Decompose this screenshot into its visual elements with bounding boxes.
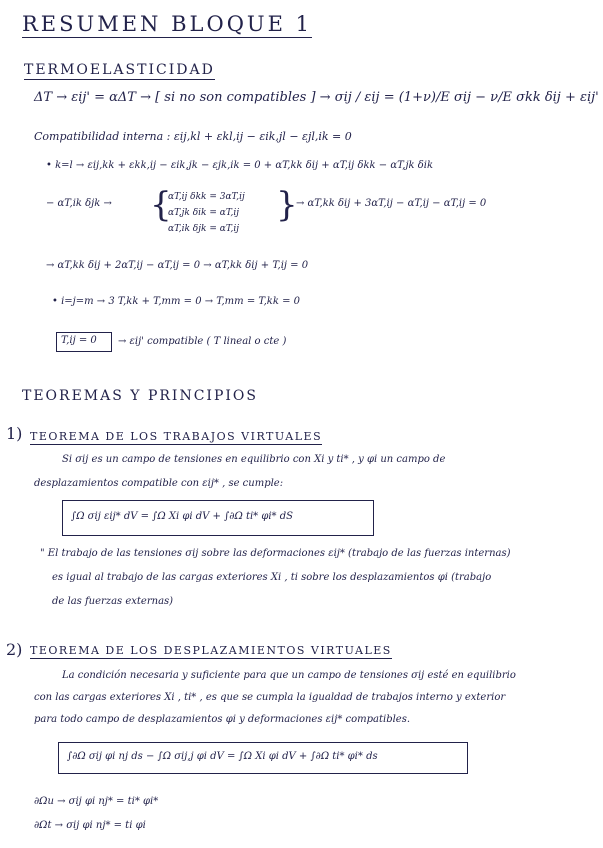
brace-line-3: αT,ik δjk = αT,ij	[168, 224, 240, 234]
k-equals-l-line: • k=l → εij,kk + εkk,ij − εik,jk − εjk,ik = 0 + αT,kk δij + αT,ij δkk − αT,jk δik	[46, 160, 434, 171]
theorem-2-text-2: con las cargas exteriores Xi , ti* , es que se cumpla la igualdad de trabajos interno y exterior	[34, 692, 506, 703]
derivation-row-5: → αT,kk δij + 2αT,ij − αT,ij = 0 → αT,kk δij + T,ij = 0	[46, 260, 309, 271]
theorem-1-equation: ∫Ω σij εij* dV = ∫Ω Xi φi dV + ∫∂Ω ti* φi* dS	[71, 511, 293, 522]
theorem-2-heading: TEOREMA DE LOS DESPLAZAMIENTOS VIRTUALES	[30, 644, 392, 657]
theorem-1-text-2: desplazamientos compatible con εij* , se cumple:	[34, 478, 284, 489]
theorem-1-heading: TEOREMA DE LOS TRABAJOS VIRTUALES	[30, 430, 323, 443]
boxed-result	[56, 332, 112, 352]
compatibility-equation: Compatibilidad interna : εij,kl + εkl,ij − εik,jl − εjl,ik = 0	[34, 130, 352, 143]
derivation-row-start: − αT,ik δjk →	[46, 198, 112, 209]
thermal-strain-equation: ΔT → εij' = αΔT → [ si no son compatibles ] → σij / εij = (1+ν)/E σij − ν/E σkk δij + εij'	[34, 90, 599, 105]
theorem-2-equation-box	[58, 742, 468, 774]
theorem-1-text-1: Si σij es un campo de tensiones en equilibrio con Xi y ti* , y φi un campo de	[62, 454, 446, 465]
boundary-condition-u: ∂Ωu → σij φi nj* = ti* φi*	[34, 796, 159, 807]
theorem-1-quote-2: es igual al trabajo de las cargas exteriores Xi , ti sobre los desplazamientos φi (trabajo	[52, 572, 492, 583]
boxed-result-text: T,ij = 0	[61, 335, 97, 346]
section-heading-termoelasticidad: TERMOELASTICIDAD	[24, 62, 215, 78]
section-heading-teoremas: TEOREMAS Y PRINCIPIOS	[22, 388, 258, 404]
theorem-2-number: 2)	[6, 640, 23, 659]
theorem-1-number: 1)	[6, 424, 23, 443]
derivation-row-6: • i=j=m → 3 T,kk + T,mm = 0 → T,mm = T,kk = 0	[52, 296, 300, 307]
right-brace: }	[276, 185, 298, 225]
theorem-2-text-3: para todo campo de desplazamientos φi y deformaciones εij* compatibles.	[34, 714, 411, 725]
left-brace: {	[150, 185, 172, 225]
theorem-1-quote-3: de las fuerzas externas)	[52, 596, 174, 607]
theorem-2-text-1: La condición necesaria y suficiente para que un campo de tensiones σij esté en equilibrio	[62, 670, 516, 681]
theorem-1-equation-box	[62, 500, 374, 536]
boundary-condition-t: ∂Ωt → σij φi nj* = ti φi	[34, 820, 146, 831]
derivation-row-result: → αT,kk δij + 3αT,ij − αT,ij − αT,ij = 0	[296, 198, 487, 209]
brace-line-2: αT,jk δik = αT,ij	[168, 208, 240, 218]
theorem-1-quote-1: " El trabajo de las tensiones σij sobre las deformaciones εij* (trabajo de las fuerzas internas)	[40, 548, 511, 559]
page-title: RESUMEN BLOQUE 1	[22, 12, 312, 36]
compatible-conclusion: → εij' compatible ( T lineal o cte )	[118, 336, 287, 347]
brace-line-1: αT,ij δkk = 3αT,ij	[168, 192, 245, 202]
theorem-2-equation: ∫∂Ω σij φi nj ds − ∫Ω σij,j φi dV = ∫Ω Xi φi dV + ∫∂Ω ti* φi* ds	[67, 751, 378, 762]
